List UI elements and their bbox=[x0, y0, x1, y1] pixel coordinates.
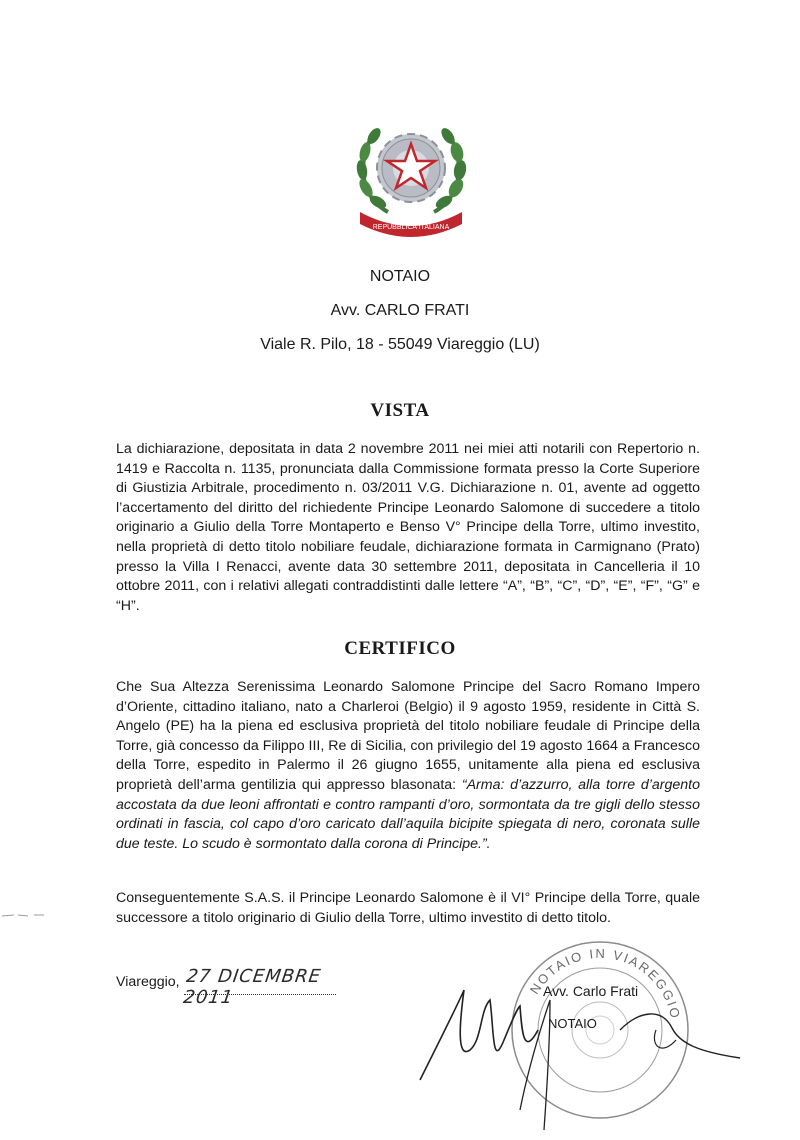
notary-address: Viale R. Pilo, 18 - 55049 Viareggio (LU) bbox=[260, 336, 540, 353]
stamp-title: NOTAIO bbox=[548, 1016, 597, 1031]
conclusion-paragraph: Conseguentemente S.A.S. il Principe Leonardo Salomone è il VI° Principe della Torre, quale successore a titolo originario di Giulio della Torre, ultimo investito di detto titolo. bbox=[116, 890, 700, 926]
emblem-banner-text: REPUBBLICA ITALIANA bbox=[372, 224, 450, 231]
edge-mark bbox=[0, 910, 60, 920]
notary-office: NOTAIO bbox=[369, 268, 431, 285]
italian-republic-emblem-icon bbox=[352, 108, 470, 240]
notary-name: Avv. CARLO FRATI bbox=[330, 302, 470, 319]
blazon-text: “Arma: d’azzurro, alla torre d’argento accostata da due leoni affrontati e contro rampanti d’oro, sormontata da tre gigli dello stesso ordinati in fascia, col capo d’oro caricato dall’aquila bicipite spiegata di nero, coronata sulle due teste. Lo scudo è sormontato dalla corona di Principe.”. bbox=[116, 776, 700, 852]
certifico-title: CERTIFICO bbox=[344, 638, 456, 659]
stamp-ring-text: NOTAIO IN VIAREGGIO bbox=[526, 945, 684, 1022]
certifico-paragraph bbox=[116, 678, 700, 854]
date-underline bbox=[184, 994, 336, 995]
vista-title: VISTA bbox=[370, 400, 430, 421]
stamp-name: Avv. Carlo Frati bbox=[543, 983, 639, 999]
handwritten-date: 27 DICEMBRE 2011 bbox=[182, 966, 323, 1008]
place-label: Viareggio, bbox=[116, 974, 180, 990]
handwritten-signature-icon bbox=[400, 960, 760, 1140]
vista-paragraph: La dichiarazione, depositata in data 2 novembre 2011 nei miei atti notarili con Repertorio n. 1419 e Raccolta n. 1135, pronunciata dalla Commissione formata presso la Corte Superiore di Giustizia Arbitrale, procedimento n. 03/2011 V.G. Dichiarazione n. 01, avente ad oggetto l’accertamento del diritto del richiedente Principe Leonardo Salomone di succedere a titolo originario a Giulio della Torre Montaperto e Benso V° Principe della Torre, ultimo investito, nella proprietà di detto titolo nobiliare feudale, dichiarazione formata in Carmignano (Prato) presso la Villa I Renacci, avente data 30 settembre 2011, depositata in Cancelleria il 10 ottobre 2011, con i relativi allegati contraddistinti dalle lettere “A”, “B”, “C”, “D”, “E”, “F”, “G” e “H”. bbox=[116, 441, 700, 614]
certifico-text: Che Sua Altezza Serenissima Leonardo Salomone Principe del Sacro Romano Impero d’Oriente, cittadino italiano, nato a Charleroi (Belgio) il 9 agosto 1959, residente in Città S. Angelo (PE) ha la piena ed esclusiva proprietà del titolo nobiliare feudale di Principe della Torre, già concesso da Filippo III, Re di Sicilia, con privilegio del 19 agosto 1664 a Francesco della Torre, espedito in Palermo il 26 giugno 1655, unitamente alla piena ed esclusiva proprietà dell’arma gentilizia qui appresso blasonata: bbox=[116, 679, 700, 793]
